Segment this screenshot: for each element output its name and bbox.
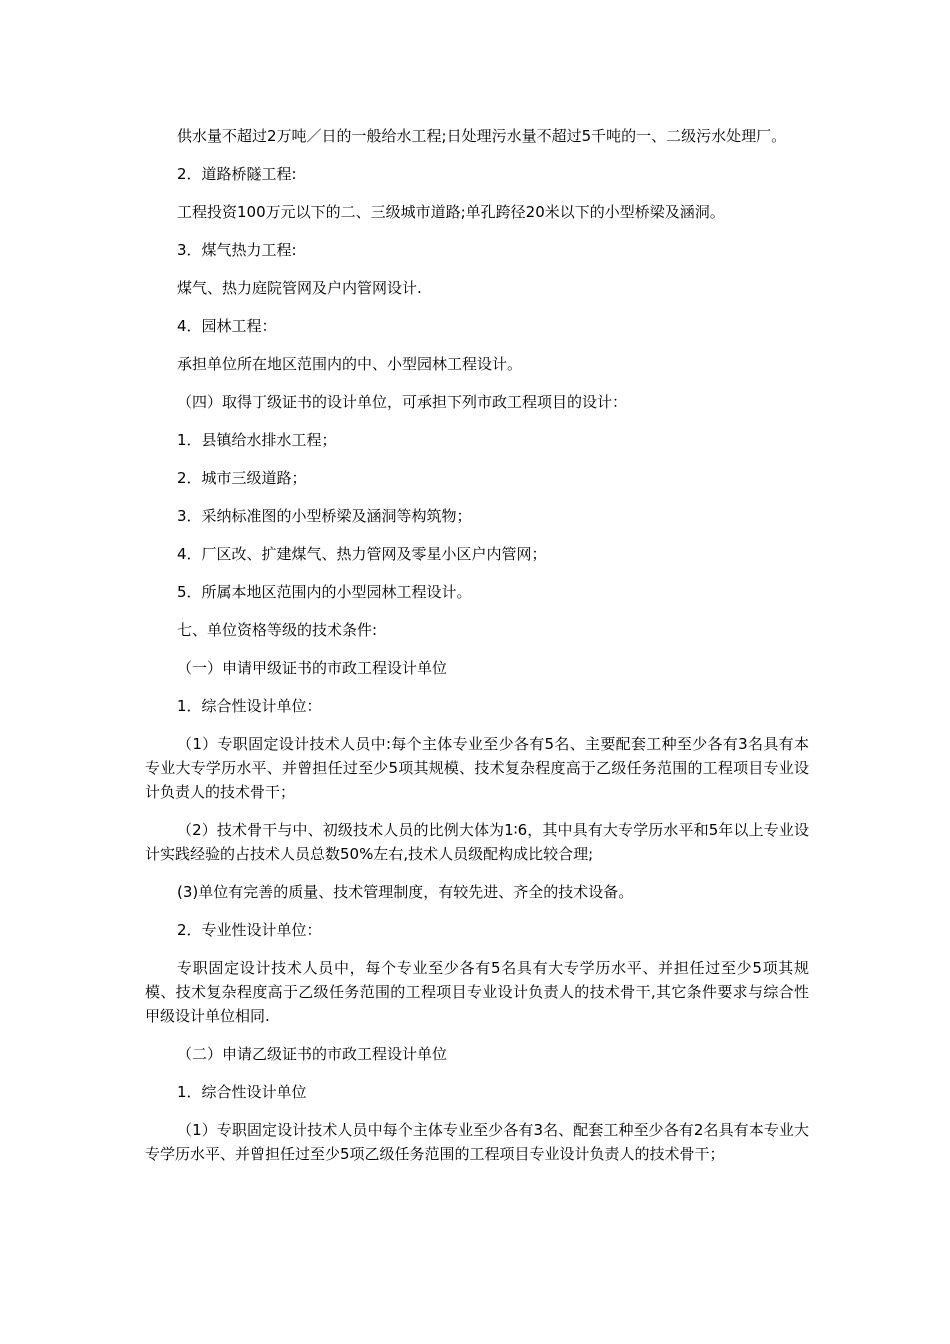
paragraph: （四）取得丁级证书的设计单位，可承担下列市政工程项目的设计： xyxy=(177,393,628,411)
paragraph: 承担单位所在地区范围内的中、小型园林工程设计。 xyxy=(177,355,523,373)
paragraph: 1．综合性设计单位： xyxy=(177,697,322,715)
document-page xyxy=(145,124,809,1180)
paragraph: 专职固定设计技术人员中，每个专业至少各有5名具有大专学历水平、并担任过至少5项其规模、技术复杂程度高于乙级任务范围的工程项目专业设计负责人的技术骨干,其它条件要求与综合性甲级设计单位相同. xyxy=(145,959,809,1025)
paragraph: 工程投资100万元以下的二、三级城市道路;单孔跨径20米以下的小型桥梁及涵洞。 xyxy=(177,203,725,221)
paragraph: （一）申请甲级证书的市政工程设计单位 xyxy=(177,659,448,677)
paragraph: 2．道路桥隧工程: xyxy=(177,165,297,183)
paragraph: 2．专业性设计单位： xyxy=(177,921,322,939)
paragraph: 煤气、热力庭院管网及户内管网设计. xyxy=(177,279,422,297)
paragraph: （二）申请乙级证书的市政工程设计单位 xyxy=(177,1045,448,1063)
paragraph: （1）专职固定设计技术人员中:每个主体专业至少各有5名、主要配套工种至少各有3名具有本专业大专学历水平、并曾担任过至少5项其规模、技术复杂程度高于乙级任务范围的工程项目专业设计负责人的技术骨干； xyxy=(145,735,809,801)
paragraph: （1）专职固定设计技术人员中每个主体专业至少各有3名、配套工种至少各有2名具有本专业大专学历水平、并曾担任过至少5项乙级任务范围的工程项目专业设计负责人的技术骨干； xyxy=(145,1121,809,1163)
paragraph: 2．城市三级道路； xyxy=(177,469,307,487)
paragraph: 1．综合性设计单位 xyxy=(177,1083,307,1101)
paragraph: （2）技术骨干与中、初级技术人员的比例大体为1∶6，其中具有大专学历水平和5年以上专业设计实践经验的占技术人员总数50%左右,技术人员级配构成比较合理; xyxy=(145,821,809,863)
paragraph: 4．园林工程： xyxy=(177,317,277,335)
paragraph: 1．县镇给水排水工程； xyxy=(177,431,337,449)
paragraph: 七、单位资格等级的技术条件: xyxy=(177,621,378,639)
paragraph: 3．采纳标准图的小型桥梁及涵洞等构筑物； xyxy=(177,507,472,525)
paragraph: 5．所属本地区范围内的小型园林工程设计。 xyxy=(177,583,472,601)
paragraph: 3．煤气热力工程: xyxy=(177,241,297,259)
paragraph: (3)单位有完善的质量、技术管理制度，有较先进、齐全的技术设备。 xyxy=(177,883,634,901)
paragraph: 4．厂区改、扩建煤气、热力管网及零星小区户内管网； xyxy=(177,545,547,563)
paragraph: 供水量不超过2万吨／日的一般给水工程;日处理污水量不超过5千吨的一、二级污水处理厂。 xyxy=(177,127,787,145)
